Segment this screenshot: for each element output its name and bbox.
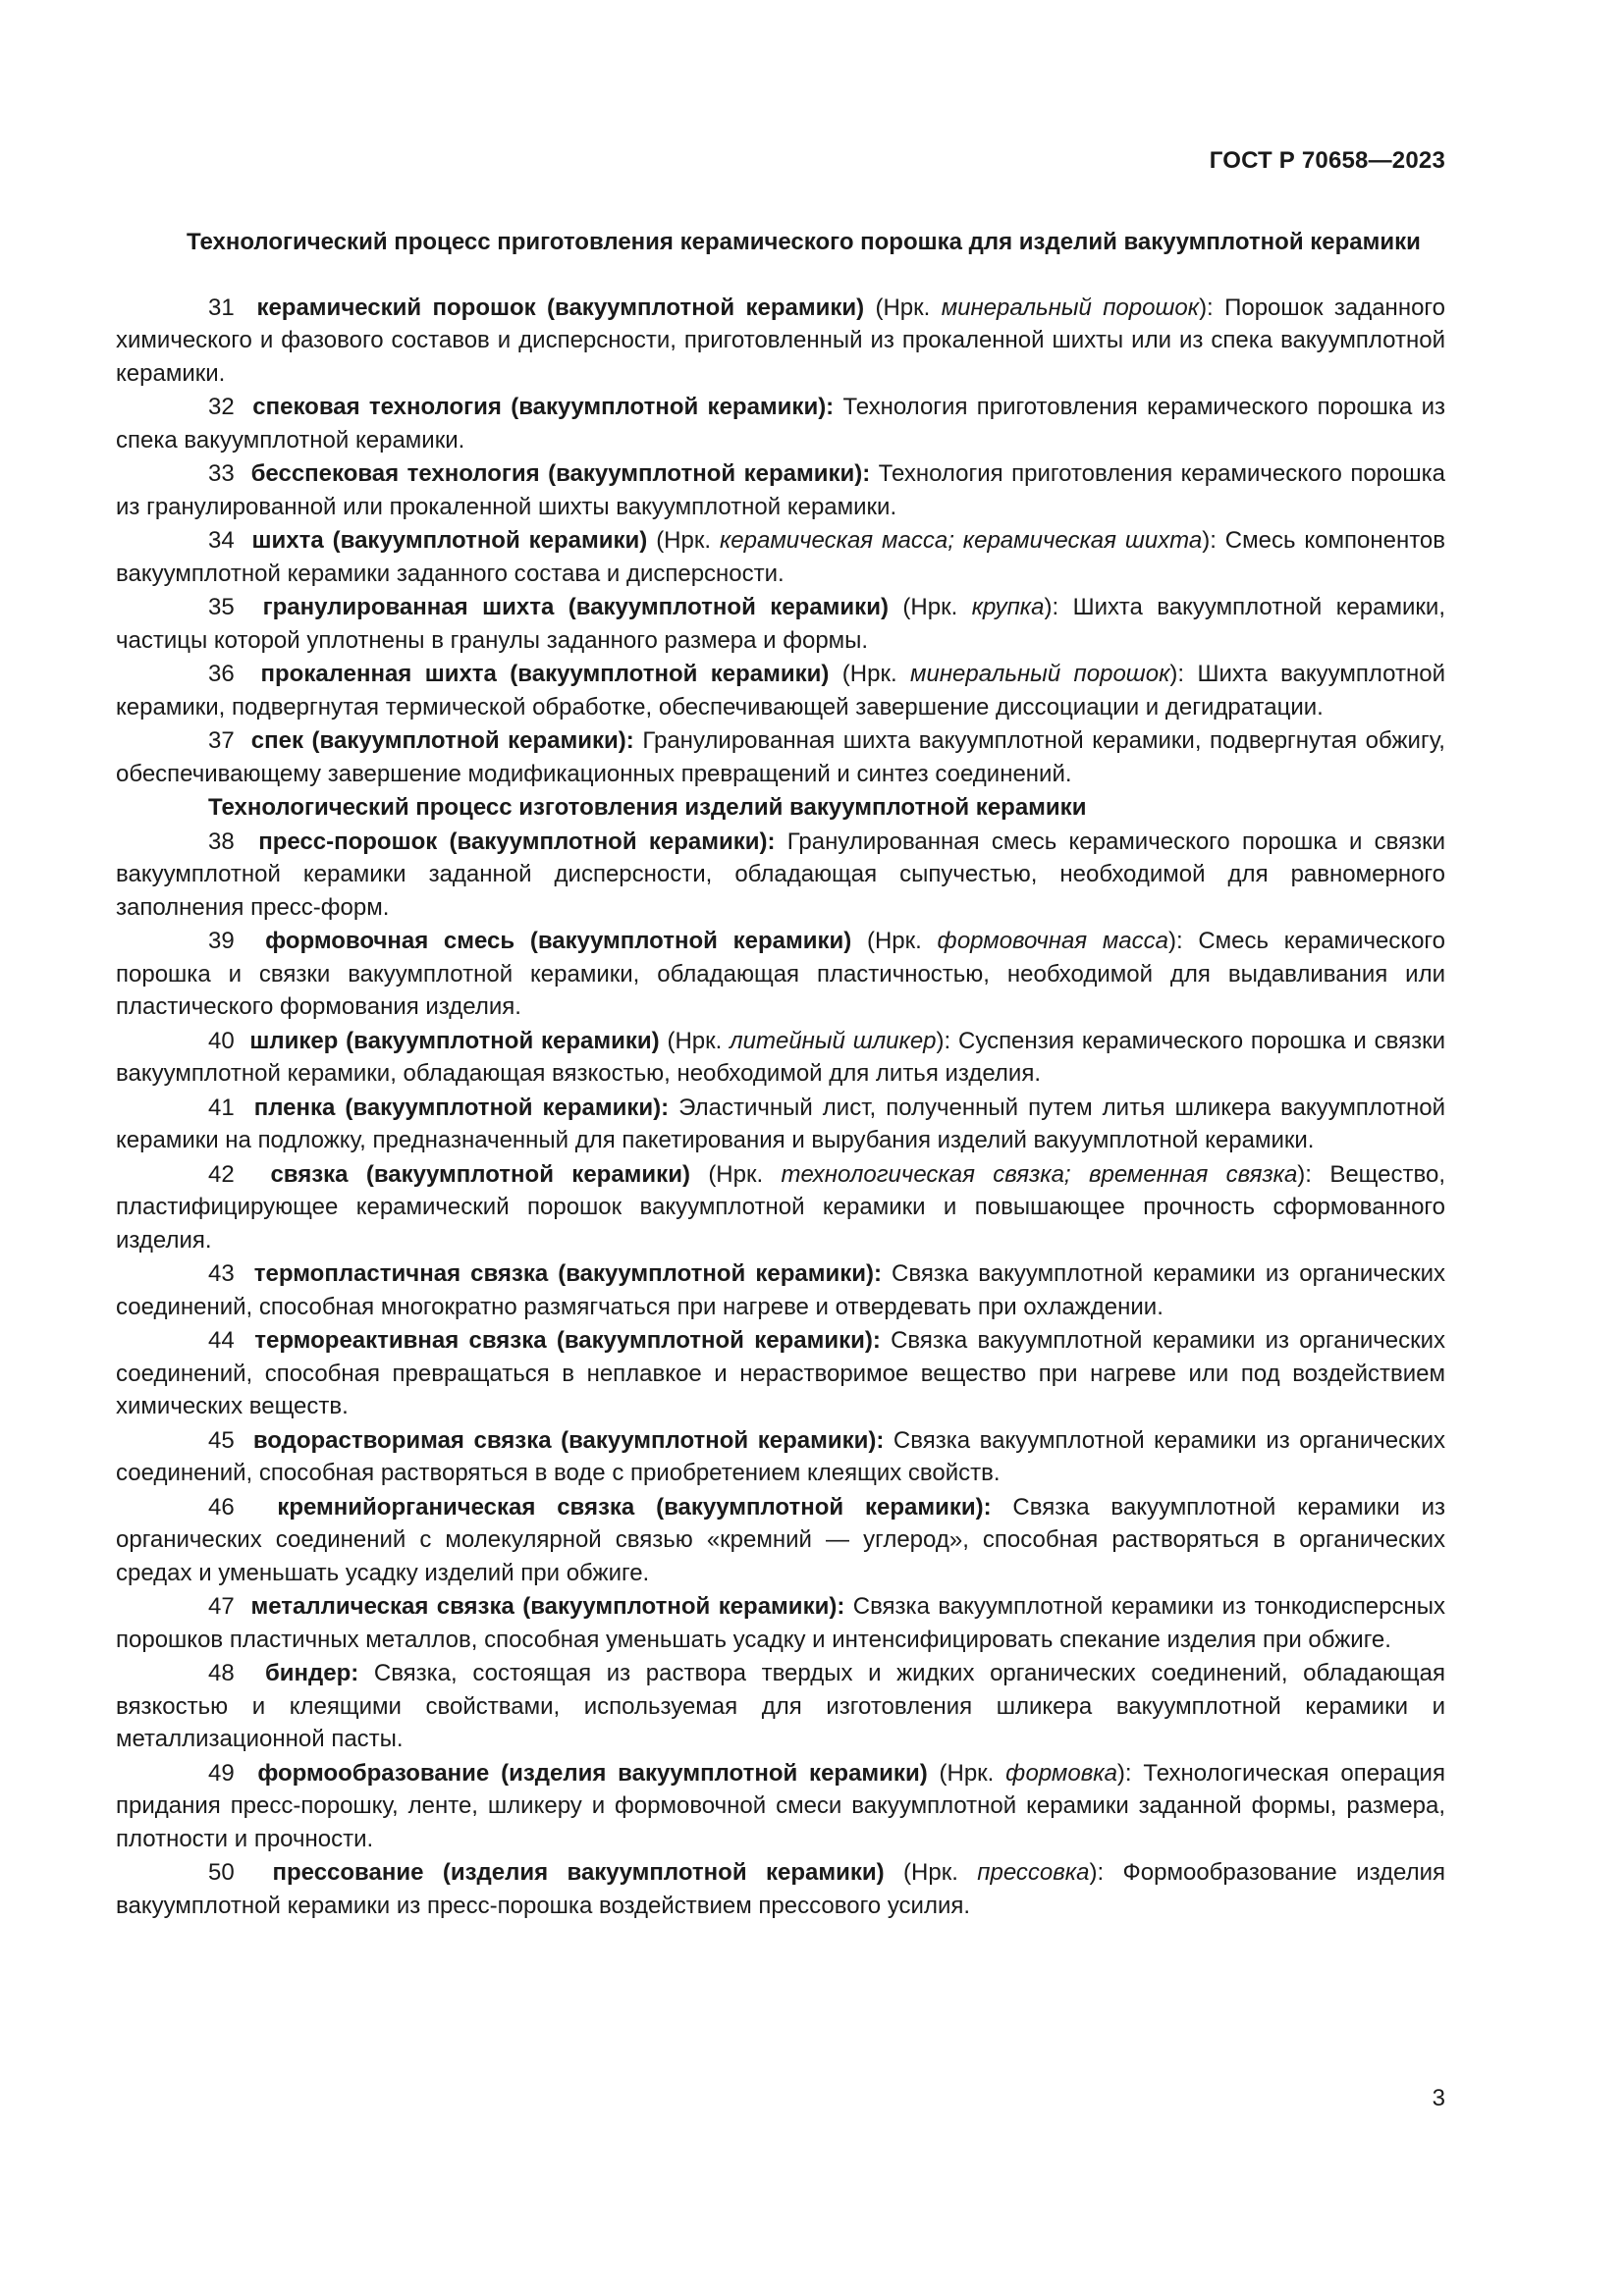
term-name: связка (вакуумплотной керамики) [270,1160,690,1188]
entry-number: 33 [208,460,235,487]
term-entry [116,826,1445,925]
synonym: крупка [971,594,1045,620]
synonym: формовочная масса [937,928,1168,954]
synonym: литейный шликер [730,1027,937,1054]
synonym-prefix: (Нрк. [927,1759,1006,1787]
term-entry [116,591,1445,657]
synonym-suffix: ): [1297,1160,1312,1188]
term-entry [116,1324,1445,1423]
term-entry [116,1657,1445,1756]
document-body [116,226,1445,1923]
synonym-suffix: ): [1169,661,1185,687]
synonym-suffix: ): [1089,1859,1105,1886]
term-name: гранулированная шихта (вакуумплотной керамики) [262,594,889,620]
term-definition: Связка вакуумплотной керамики из органических соединений с молекулярной связью «кремний — углерод», способная растворяться в органических средах и уменьшать усадку изделий при обжиге. [116,1493,1445,1586]
term-name: пленка (вакуумплотной керамики): [253,1094,670,1121]
term-name: шликер (вакуумплотной керамики) [249,1027,660,1054]
synonym-prefix: (Нрк. [851,928,938,954]
term-name: бесспековая технология (вакуумплотной керамики): [250,460,871,487]
term-definition: Гранулированная смесь керамического порошка и связки вакуумплотной керамики заданной дисперсности, обладающая сыпучестью, необходимой для равномерного заполнения пресс-форм. [116,828,1446,921]
term-definition: Формообразование изделия вакуумплотной керамики из пресс-порошка воздействием прессового усилия. [116,1859,1446,1919]
synonym: прессовка [977,1859,1090,1886]
synonym-prefix: (Нрк. [888,594,972,620]
term-entry [116,292,1445,391]
term-name: керамический порошок (вакуумплотной керамики) [256,294,865,321]
synonym-suffix: ): [1116,1759,1132,1787]
term-entry [116,1257,1445,1323]
synonym-prefix: (Нрк. [647,527,720,554]
term-definition: Гранулированная шихта вакуумплотной керамики, подвергнутая обжигу, обеспечивающему завершение модификационных превращений и синтез соединений. [116,727,1445,787]
term-definition: Порошок заданного химического и фазового составов и дисперсности, приготовленный из прокаленной шихты или из спека вакуумплотной керамики. [116,294,1445,387]
term-name: прессование (изделия вакуумплотной керамики) [272,1859,885,1886]
synonym: керамическая масса; керамическая шихта [719,527,1203,554]
synonym: формовка [1005,1759,1117,1787]
term-definition: Связка вакуумплотной керамики из органических соединений, способная растворяться в воде с приобретением клеящих свойств. [116,1426,1445,1486]
synonym: минеральный порошок [910,661,1170,687]
term-entry [116,1158,1445,1257]
synonym-suffix: ): [1044,594,1059,620]
synonym-suffix: ): [936,1027,951,1054]
term-entry [116,1424,1445,1490]
entry-number: 40 [208,1027,235,1054]
term-name: термореактивная связка (вакуумплотной керамики): [254,1327,881,1354]
entry-number: 31 [208,294,235,321]
synonym-prefix: (Нрк. [659,1027,731,1054]
synonym-prefix: (Нрк. [884,1859,978,1886]
entry-number: 42 [208,1160,235,1188]
entry-number: 39 [208,928,235,954]
synonym-suffix: ): [1199,294,1214,321]
entry-number: 44 [208,1327,235,1354]
term-entry [116,1025,1445,1091]
term-definition: Шихта вакуумплотной керамики, подвергнутая термической обработке, обеспечивающей завершение диссоциации и дегидратации. [116,661,1445,721]
term-definition: Связка, состоящая из раствора твердых и жидких органических соединений, обладающая вязкостью и клеящими свойствами, используемая для изготовления шликера вакуумплотной керамики и металлизационной пасты. [116,1660,1445,1752]
entry-number: 41 [208,1094,235,1121]
entry-number: 35 [208,594,235,620]
term-definition: Технология приготовления керамического порошка из спека вакуумплотной керамики. [116,394,1445,454]
synonym: технологическая связка; временная связка [781,1160,1298,1188]
term-name: спек (вакуумплотной керамики): [250,727,634,754]
entry-number: 43 [208,1260,235,1287]
entry-number: 45 [208,1426,235,1454]
term-name: пресс-порошок (вакуумплотной керамики): [258,828,776,855]
term-definition: Связка вакуумплотной керамики из органических соединений, способная превращаться в неплавкое и нерастворимое вещество при нагреве или под воздействием химических веществ. [116,1327,1445,1419]
term-definition: Технология приготовления керамического порошка из гранулированной или прокаленной шихты вакуумплотной керамики. [116,460,1446,520]
entry-number: 34 [208,527,235,554]
entry-number: 32 [208,394,235,420]
synonym-prefix: (Нрк. [689,1160,782,1188]
term-name: шихта (вакуумплотной керамики) [251,527,648,554]
term-definition: Суспензия керамического порошка и связки вакуумплотной керамики, обладающая вязкостью, необходимой для литья изделия. [116,1027,1445,1087]
term-entry [116,457,1445,523]
term-name: биндер: [264,1660,359,1686]
term-entry [116,1590,1445,1656]
term-name: термопластичная связка (вакуумплотной керамики): [253,1260,882,1287]
term-name: кремнийорганическая связка (вакуумплотной керамики): [277,1493,992,1521]
page-number: 3 [1432,2085,1445,2111]
synonym-prefix: (Нрк. [829,661,911,687]
term-entry [116,1856,1445,1922]
term-definition: Шихта вакуумплотной керамики, частицы которой уплотнены в гранулы заданного размера и формы. [116,594,1445,654]
synonym: минеральный порошок [941,294,1200,321]
document-code: ГОСТ Р 70658—2023 [1209,147,1445,174]
term-name: прокаленная шихта (вакуумплотной керамики) [260,661,830,687]
term-definition: Связка вакуумплотной керамики из тонкодисперсных порошков пластичных металлов, способная уменьшать усадку и интенсифицировать спекание изделия при обжиге. [116,1593,1446,1653]
term-entry [116,391,1445,456]
term-definition: Смесь керамического порошка и связки вакуумплотной керамики, обладающая пластичностью, необходимой для выдавливания или пластического формования изделия. [116,928,1445,1020]
term-entry [116,524,1445,590]
term-name: металлическая связка (вакуумплотной керамики): [250,1593,845,1620]
term-definition: Эластичный лист, полученный путем литья шликера вакуумплотной керамики на подложку, предназначенный для пакетирования и вырубания изделий вакуумплотной керамики. [116,1094,1445,1153]
entry-number: 37 [208,727,235,754]
term-entry [116,1757,1445,1856]
section-entries [116,292,1445,791]
section-title: Технологический процесс приготовления керамического порошка для изделий вакуумплотной керамики [187,229,1421,255]
term-name: водорастворимая связка (вакуумплотной керамики): [252,1426,885,1454]
synonym-suffix: ): [1167,928,1183,954]
entry-number: 38 [208,828,235,855]
term-entry [116,724,1445,790]
section-title: Технологический процесс изготовления изделий вакуумплотной керамики [208,794,1087,821]
entry-number: 46 [208,1493,235,1521]
term-definition: Технологическая операция придания пресс-порошку, ленте, шликеру и формовочной смеси вакуумплотной керамики заданной формы, размера, плотности и прочности. [116,1759,1445,1852]
synonym-suffix: ): [1202,527,1217,554]
term-definition: Вещество, пластифицирующее керамический порошок вакуумплотной керамики и повышающее прочность сформованного изделия. [116,1160,1445,1254]
term-name: формовочная смесь (вакуумплотной керамики) [265,928,852,954]
term-entry [116,1092,1445,1157]
entry-number: 47 [208,1593,235,1620]
term-name: формообразование (изделия вакуумплотной керамики) [257,1759,928,1787]
term-entry [116,925,1445,1024]
term-definition: Связка вакуумплотной керамики из органических соединений, способная многократно размягчаться при нагреве и отвердевать при охлаждении. [116,1260,1445,1320]
entry-number: 50 [208,1859,235,1886]
section-entries [116,826,1445,1923]
term-definition: Смесь компонентов вакуумплотной керамики заданного состава и дисперсности. [116,527,1446,587]
entry-number: 49 [208,1759,235,1787]
entry-number: 36 [208,661,235,687]
term-entry [116,658,1445,723]
synonym-prefix: (Нрк. [864,294,942,321]
entry-number: 48 [208,1660,235,1686]
term-entry [116,1491,1445,1590]
term-name: спековая технология (вакуумплотной керамики): [252,394,835,420]
